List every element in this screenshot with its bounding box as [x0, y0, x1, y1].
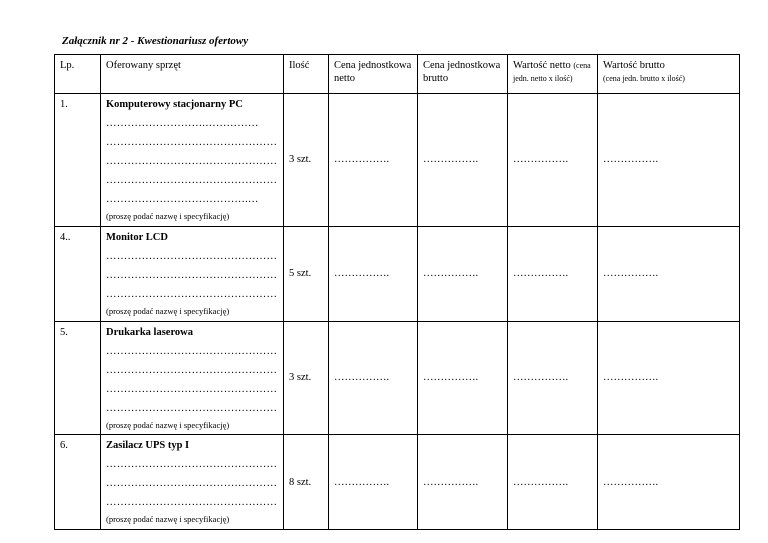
header-item: Oferowany sprzęt: [101, 55, 284, 94]
item-name: Zasilacz UPS typ I: [106, 440, 190, 452]
table-row: [55, 321, 740, 435]
header-total-gross: [598, 55, 740, 94]
header-total-gross-note: (cena jedn. brutto x ilość): [603, 74, 685, 84]
row-qty: 3 szt.: [284, 94, 329, 227]
spec-note: (proszę podać nazwę i specyfikację): [106, 514, 230, 525]
row-unit-gross: …………….: [418, 435, 508, 530]
table-row: [55, 94, 740, 227]
row-total-net: …………….: [508, 94, 598, 227]
header-unit-gross: Cena jednostkowa brutto: [418, 55, 508, 94]
row-total-net: …………….: [508, 435, 598, 530]
row-unit-gross: …………….: [418, 94, 508, 227]
spec-line[interactable]: ……………………….……………: [106, 118, 259, 130]
row-lp: 5.: [55, 321, 101, 435]
row-total-gross: …………….: [598, 226, 740, 321]
spec-line[interactable]: …………………………………………: [106, 269, 278, 281]
row-lp: 6.: [55, 435, 101, 530]
row-item: [101, 226, 284, 321]
header-row: [55, 55, 740, 94]
spec-line[interactable]: …………………………………………: [106, 137, 278, 149]
document-title: Załącznik nr 2 - Kwestionariusz ofertowy: [62, 35, 249, 47]
header-total-net: [508, 55, 598, 94]
row-unit-net: …………….: [329, 94, 418, 227]
row-total-net: …………….: [508, 226, 598, 321]
spec-line[interactable]: ………………………………….…: [106, 194, 259, 206]
row-unit-net: …………….: [329, 435, 418, 530]
item-name: Komputerowy stacjonarny PC: [106, 99, 243, 110]
row-lp: 4..: [55, 226, 101, 321]
spec-line[interactable]: …………………………………………: [106, 156, 278, 168]
header-total-net-note: (cena jedn. netto x ilość): [513, 61, 591, 84]
spec-line[interactable]: …………………………………………: [106, 175, 278, 187]
header-unit-net: Cena jednostkowa netto: [329, 55, 418, 94]
spec-line[interactable]: …………………………………………: [106, 478, 278, 490]
row-unit-net: …………….: [329, 226, 418, 321]
item-name: Drukarka laserowa: [106, 326, 194, 338]
spec-line[interactable]: …………………………………………: [106, 497, 278, 509]
row-qty: 8 szt.: [284, 435, 329, 530]
row-unit-gross: …………….: [418, 321, 508, 435]
row-lp: 1.: [55, 94, 101, 227]
row-qty: 5 szt.: [284, 226, 329, 321]
spec-line[interactable]: …………………………………………: [106, 459, 278, 471]
header-total-net-label: Wartość netto: [513, 60, 571, 71]
spec-note: (proszę podać nazwę i specyfikację): [106, 419, 230, 430]
row-qty: 3 szt.: [284, 321, 329, 435]
spec-line[interactable]: …………………………………………: [106, 402, 278, 414]
spec-line[interactable]: …………………………………………: [106, 250, 278, 262]
spec-line[interactable]: …………………………………………: [106, 288, 278, 300]
row-item: [101, 94, 284, 227]
header-total-gross-label: Wartość brutto: [603, 60, 665, 71]
spec-note: (proszę podać nazwę i specyfikację): [106, 305, 230, 316]
row-unit-gross: …………….: [418, 226, 508, 321]
table-row: [55, 435, 740, 530]
spec-line[interactable]: …………………………………………: [106, 345, 278, 357]
row-unit-net: …………….: [329, 321, 418, 435]
spec-line[interactable]: …………………………………………: [106, 383, 278, 395]
spec-line[interactable]: …………………………………………: [106, 364, 278, 376]
item-name: Monitor LCD: [106, 231, 168, 243]
row-total-net: …………….: [508, 321, 598, 435]
spec-note: (proszę podać nazwę i specyfikację): [106, 211, 230, 222]
row-item: [101, 435, 284, 530]
offer-table: [54, 54, 740, 530]
row-total-gross: …………….: [598, 435, 740, 530]
header-lp: Lp.: [55, 55, 101, 94]
row-item: [101, 321, 284, 435]
row-total-gross: …………….: [598, 94, 740, 227]
row-total-gross: …………….: [598, 321, 740, 435]
table-row: [55, 226, 740, 321]
header-qty: Ilość: [284, 55, 329, 94]
